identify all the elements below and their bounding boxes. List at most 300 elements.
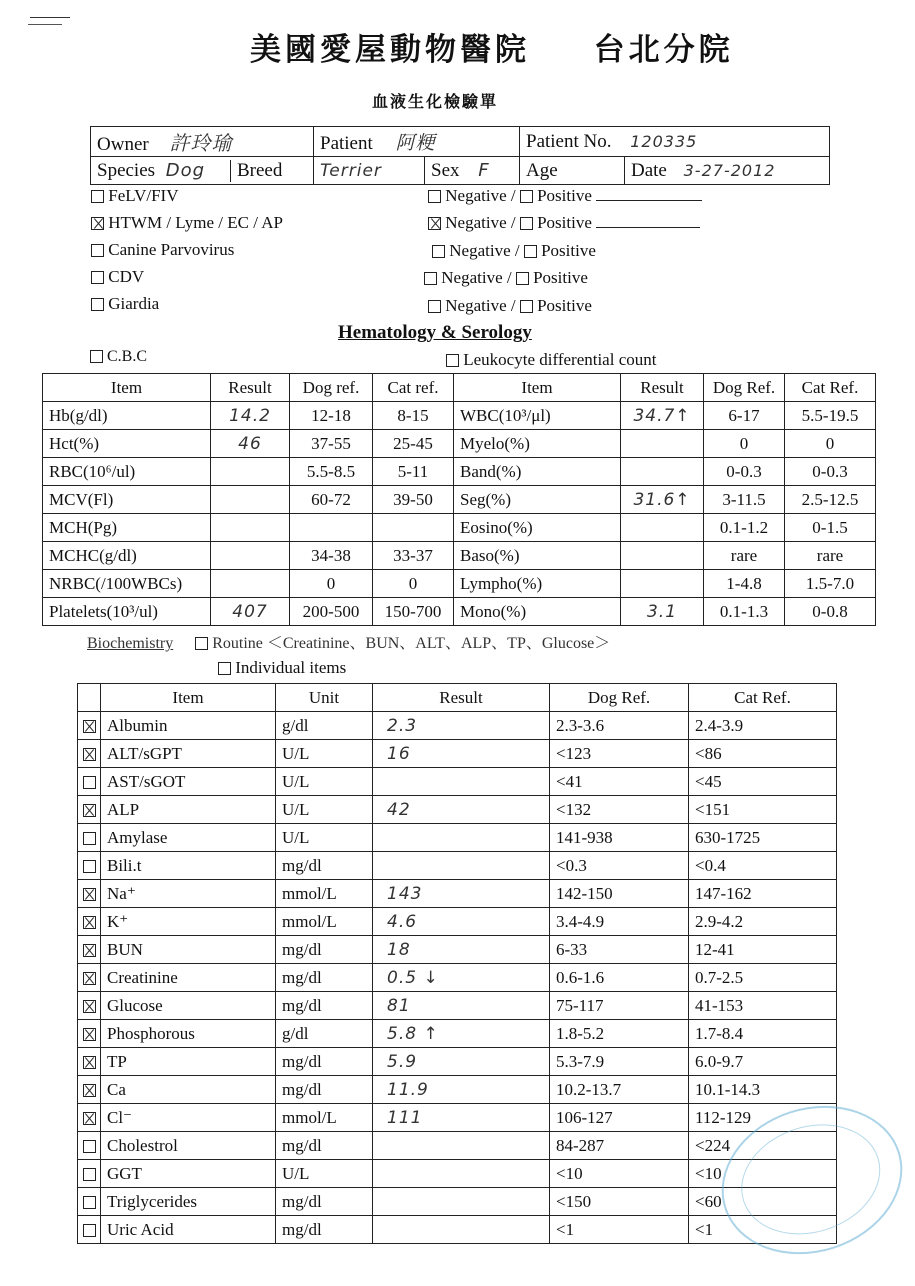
table-row [78,768,837,796]
result: 31.6↑ [621,486,704,514]
item: Seg(%) [454,486,621,514]
unit: mmol/L [276,908,373,936]
row-checkbox-cell [78,1216,101,1244]
result [621,430,704,458]
col-check [78,684,101,712]
item: GGT [101,1160,276,1188]
table-row [78,880,837,908]
col-dog-ref: Dog ref. [290,374,373,402]
result [211,486,290,514]
item: Eosino(%) [454,514,621,542]
positive-checkbox[interactable] [524,245,537,258]
item-checkbox[interactable] [83,776,96,789]
result: 0.5 ↓ [373,964,550,992]
result [373,1216,550,1244]
test-checkbox-giardia[interactable] [91,298,104,311]
table-row [78,1104,837,1132]
routine-checkbox[interactable] [195,637,208,650]
result: 34.7↑ [621,402,704,430]
negative-checkbox[interactable] [428,190,441,203]
cat-ref [373,514,454,542]
result [621,570,704,598]
owner-cell [91,127,314,157]
owner-value: 許玲瑜 [169,131,233,155]
result [373,1160,550,1188]
biochem-header-row [78,684,837,712]
result [373,768,550,796]
result: 81 [373,992,550,1020]
dog-ref: 0.1-1.3 [704,598,785,626]
dog-ref: 0-0.3 [704,458,785,486]
item: MCHC(g/dl) [43,542,211,570]
col-item: Item [454,374,621,402]
test-row-htwm [91,213,283,233]
cat-ref: 2.5-12.5 [785,486,876,514]
result [373,852,550,880]
item-checkbox[interactable] [83,832,96,845]
dog-ref: 84-287 [550,1132,689,1160]
breed-value-cell [314,157,425,185]
result [621,514,704,542]
item-checkbox[interactable] [83,888,96,901]
item: TP [101,1048,276,1076]
cat-ref: 5-11 [373,458,454,486]
row-checkbox-cell [78,1132,101,1160]
row-checkbox-cell [78,1188,101,1216]
breed-value: Terrier [320,160,382,181]
table-row [78,712,837,740]
dog-ref: <123 [550,740,689,768]
cat-ref: 5.5-19.5 [785,402,876,430]
table-row [43,542,876,570]
item-checkbox[interactable] [83,916,96,929]
unit: mg/dl [276,1132,373,1160]
item: Uric Acid [101,1216,276,1244]
table-row [78,852,837,880]
item: Cl⁻ [101,1104,276,1132]
dog-ref: 12-18 [290,402,373,430]
cat-ref: 33-37 [373,542,454,570]
row-checkbox-cell [78,908,101,936]
row-checkbox-cell [78,852,101,880]
item: AST/sGOT [101,768,276,796]
dog-ref: 60-72 [290,486,373,514]
item-checkbox[interactable] [83,860,96,873]
cat-ref: <224 [689,1132,837,1160]
positive-checkbox[interactable] [520,217,533,230]
cat-ref: 150-700 [373,598,454,626]
dog-ref: <132 [550,796,689,824]
row-checkbox-cell [78,740,101,768]
cat-ref: rare [785,542,876,570]
col-result: Result [373,684,550,712]
item: Mono(%) [454,598,621,626]
negative-checkbox[interactable] [428,300,441,313]
leukocyte-option [446,350,656,370]
item-checkbox[interactable] [83,1168,96,1181]
table-row [43,598,876,626]
unit: U/L [276,740,373,768]
col-dog-ref: Dog Ref. [704,374,785,402]
test-checkbox-parvo[interactable] [91,244,104,257]
patient-no-cell [520,127,830,157]
unit: U/L [276,1160,373,1188]
item: MCV(Fl) [43,486,211,514]
item-checkbox[interactable] [83,1084,96,1097]
row-checkbox-cell [78,1048,101,1076]
table-row [43,430,876,458]
item: WBC(10³/μl) [454,402,621,430]
cat-ref: 39-50 [373,486,454,514]
result [211,542,290,570]
item: Myelo(%) [454,430,621,458]
unit: mmol/L [276,1104,373,1132]
col-cat-ref: Cat ref. [373,374,454,402]
item-checkbox[interactable] [83,944,96,957]
cat-ref: 0-0.8 [785,598,876,626]
result: 18 [373,936,550,964]
cbc-table [42,373,876,626]
biochem-title: Biochemistry [87,635,174,652]
item: Hct(%) [43,430,211,458]
dog-ref: rare [704,542,785,570]
dog-ref: 10.2-13.7 [550,1076,689,1104]
item: Na⁺ [101,880,276,908]
item-checkbox[interactable] [83,748,96,761]
dog-ref: <10 [550,1160,689,1188]
result [211,458,290,486]
form-title: 血液生化檢驗單 [372,92,499,111]
result: 11.9 [373,1076,550,1104]
table-row [78,796,837,824]
species-value: Dog [165,159,206,181]
col-result: Result [621,374,704,402]
unit: mg/dl [276,964,373,992]
dog-ref: 34-38 [290,542,373,570]
cat-ref: 8-15 [373,402,454,430]
cat-ref: <10 [689,1160,837,1188]
unit: g/dl [276,1020,373,1048]
positive-line [596,200,702,201]
individual-checkbox[interactable] [218,662,231,675]
dog-ref: 0.6-1.6 [550,964,689,992]
result-row-cdv [424,268,588,288]
test-label: HTWM / Lyme / EC / AP [108,213,283,232]
row-checkbox-cell [78,796,101,824]
unit: mg/dl [276,1188,373,1216]
positive-label: Positive [537,186,592,205]
cat-ref: 0.7-2.5 [689,964,837,992]
dog-ref [290,514,373,542]
result: 111 [373,1104,550,1132]
dog-ref: 0 [704,430,785,458]
positive-label: Positive [533,268,588,287]
dog-ref: 1.8-5.2 [550,1020,689,1048]
cbc-checkbox[interactable] [90,350,103,363]
negative-label: Negative / [445,186,516,205]
dog-ref: 6-17 [704,402,785,430]
result [373,824,550,852]
page-title [250,24,734,69]
item-checkbox[interactable] [83,720,96,733]
result: 46 [211,430,290,458]
cat-ref: 2.4-3.9 [689,712,837,740]
test-checkbox-htwm[interactable] [91,217,104,230]
patient-value: 阿粳 [395,132,436,154]
age-label: Age [526,160,558,181]
table-row [43,570,876,598]
item-checkbox[interactable] [83,1196,96,1209]
cat-ref: 25-45 [373,430,454,458]
dog-ref: 141-938 [550,824,689,852]
positive-checkbox[interactable] [520,300,533,313]
dog-ref: 2.3-3.6 [550,712,689,740]
result-row-felv [428,186,702,206]
cbc-option [90,348,147,366]
test-row-parvo [91,240,234,260]
item: Triglycerides [101,1188,276,1216]
item-checkbox[interactable] [83,972,96,985]
cat-ref: 12-41 [689,936,837,964]
dog-ref: 1-4.8 [704,570,785,598]
date-value: 3-27-2012 [683,160,776,180]
test-label: FeLV/FIV [108,186,179,205]
test-row-cdv [91,267,144,287]
positive-checkbox[interactable] [520,190,533,203]
negative-label: Negative / [445,296,516,315]
result-row-giardia [428,296,592,316]
dog-ref: <0.3 [550,852,689,880]
item-checkbox[interactable] [83,1112,96,1125]
item-checkbox[interactable] [83,804,96,817]
col-item: Item [101,684,276,712]
dog-ref: 5.5-8.5 [290,458,373,486]
dog-ref: 0.1-1.2 [704,514,785,542]
result: 4.6 [373,908,550,936]
dog-ref: 5.3-7.9 [550,1048,689,1076]
positive-label: Positive [537,296,592,315]
result [211,514,290,542]
result: 42 [373,796,550,824]
table-row [78,1076,837,1104]
corner-mark-2 [28,24,62,25]
cat-ref: 10.1-14.3 [689,1076,837,1104]
table-row [78,1132,837,1160]
item: Lympho(%) [454,570,621,598]
patient-cell [314,127,520,157]
col-item: Item [43,374,211,402]
result: 16 [373,740,550,768]
test-label: Canine Parvovirus [108,240,235,259]
table-row [78,824,837,852]
result: 5.9 [373,1048,550,1076]
cat-ref: <86 [689,740,837,768]
species-breed-cell [91,157,314,185]
cat-ref: <1 [689,1216,837,1244]
dog-ref: 37-55 [290,430,373,458]
table-row [43,486,876,514]
test-label: CDV [108,267,145,286]
leukocyte-checkbox[interactable] [446,354,459,367]
cat-ref: 1.5-7.0 [785,570,876,598]
cat-ref: 0-1.5 [785,514,876,542]
cat-ref: 2.9-4.2 [689,908,837,936]
cat-ref: 6.0-9.7 [689,1048,837,1076]
result [373,1188,550,1216]
negative-checkbox[interactable] [432,245,445,258]
positive-label: Positive [537,213,592,232]
negative-label: Negative / [445,213,516,232]
cat-ref: 0 [373,570,454,598]
unit: mg/dl [276,1216,373,1244]
cat-ref: 112-129 [689,1104,837,1132]
table-row [78,1020,837,1048]
item: BUN [101,936,276,964]
corner-mark [30,17,70,18]
row-checkbox-cell [78,1160,101,1188]
item: Phosphorous [101,1020,276,1048]
routine-label: Routine ＜Creatinine、BUN、ALT、ALP、TP、Glucose＞ [212,635,611,652]
result-row-htwm [428,213,700,233]
row-checkbox-cell [78,1020,101,1048]
item-checkbox[interactable] [83,1028,96,1041]
item: K⁺ [101,908,276,936]
cat-ref: <0.4 [689,852,837,880]
item: MCH(Pg) [43,514,211,542]
breed-label: Breed [237,159,283,181]
item: Band(%) [454,458,621,486]
test-row-giardia [91,294,159,314]
test-row-felv [91,186,178,206]
date-label: Date [631,159,667,181]
result-row-parvo [432,241,596,261]
cat-ref: 41-153 [689,992,837,1020]
positive-label: Positive [541,241,596,260]
item: Amylase [101,824,276,852]
result [621,542,704,570]
result [373,1132,550,1160]
unit: mg/dl [276,1076,373,1104]
row-checkbox-cell [78,824,101,852]
cat-ref: 630-1725 [689,824,837,852]
result: 3.1 [621,598,704,626]
negative-checkbox[interactable] [424,272,437,285]
positive-line [596,227,700,228]
unit: mg/dl [276,936,373,964]
item: Bili.t [101,852,276,880]
patient-info-table [90,126,830,185]
item: NRBC(/100WBCs) [43,570,211,598]
table-row [78,1216,837,1244]
negative-label: Negative / [441,268,512,287]
table-row [78,908,837,936]
row-checkbox-cell [78,992,101,1020]
cat-ref: 0 [785,430,876,458]
test-checkbox-felv[interactable] [91,190,104,203]
positive-checkbox[interactable] [516,272,529,285]
result [621,458,704,486]
sex-value: F [478,159,490,181]
col-result: Result [211,374,290,402]
unit: g/dl [276,712,373,740]
cbc-header-row [43,374,876,402]
result: 14.2 [211,402,290,430]
unit: U/L [276,796,373,824]
result: 2.3 [373,712,550,740]
individual-label: Individual items [235,658,347,677]
row-checkbox-cell [78,1076,101,1104]
item-checkbox[interactable] [83,1056,96,1069]
table-row [43,402,876,430]
dog-ref: <41 [550,768,689,796]
row-checkbox-cell [78,1104,101,1132]
result [211,570,290,598]
clinic-name: 美國愛屋動物醫院 [250,32,530,68]
col-unit: Unit [276,684,373,712]
cat-ref: 147-162 [689,880,837,908]
date-cell [625,157,830,185]
patient-no-label: Patient No. [526,130,612,152]
cbc-label: C.B.C [107,348,148,365]
table-row [78,964,837,992]
cat-ref: <60 [689,1188,837,1216]
dog-ref: 0 [290,570,373,598]
item: ALP [101,796,276,824]
dog-ref: 6-33 [550,936,689,964]
biochem-header [87,630,610,653]
individual-option [218,658,346,678]
biochem-table [77,683,837,1244]
unit: mmol/L [276,880,373,908]
item-checkbox[interactable] [83,1140,96,1153]
test-checkbox-cdv[interactable] [91,271,104,284]
item: Albumin [101,712,276,740]
dog-ref: <150 [550,1188,689,1216]
col-cat-ref: Cat Ref. [689,684,837,712]
table-row [43,514,876,542]
negative-checkbox[interactable] [428,217,441,230]
item: RBC(10⁶/ul) [43,458,211,486]
col-dog-ref: Dog Ref. [550,684,689,712]
sex-label: Sex [431,159,460,181]
result: 407 [211,598,290,626]
dog-ref: 3-11.5 [704,486,785,514]
age-cell [520,157,625,185]
dog-ref: 3.4-4.9 [550,908,689,936]
item: Creatinine [101,964,276,992]
test-label: Giardia [108,294,160,313]
col-cat-ref: Cat Ref. [785,374,876,402]
table-row [78,740,837,768]
item: Hb(g/dl) [43,402,211,430]
cat-ref: <151 [689,796,837,824]
item: Cholestrol [101,1132,276,1160]
item: Platelets(10³/ul) [43,598,211,626]
cat-ref: <45 [689,768,837,796]
item-checkbox[interactable] [83,1224,96,1237]
row-checkbox-cell [78,936,101,964]
item-checkbox[interactable] [83,1000,96,1013]
row-checkbox-cell [78,880,101,908]
sex-cell [425,157,520,185]
table-row [78,936,837,964]
hematology-title: Hematology & Serology [338,322,532,343]
dog-ref: 75-117 [550,992,689,1020]
table-row [43,458,876,486]
dog-ref: 106-127 [550,1104,689,1132]
leukocyte-label: Leukocyte differential count [463,350,657,369]
item: Baso(%) [454,542,621,570]
